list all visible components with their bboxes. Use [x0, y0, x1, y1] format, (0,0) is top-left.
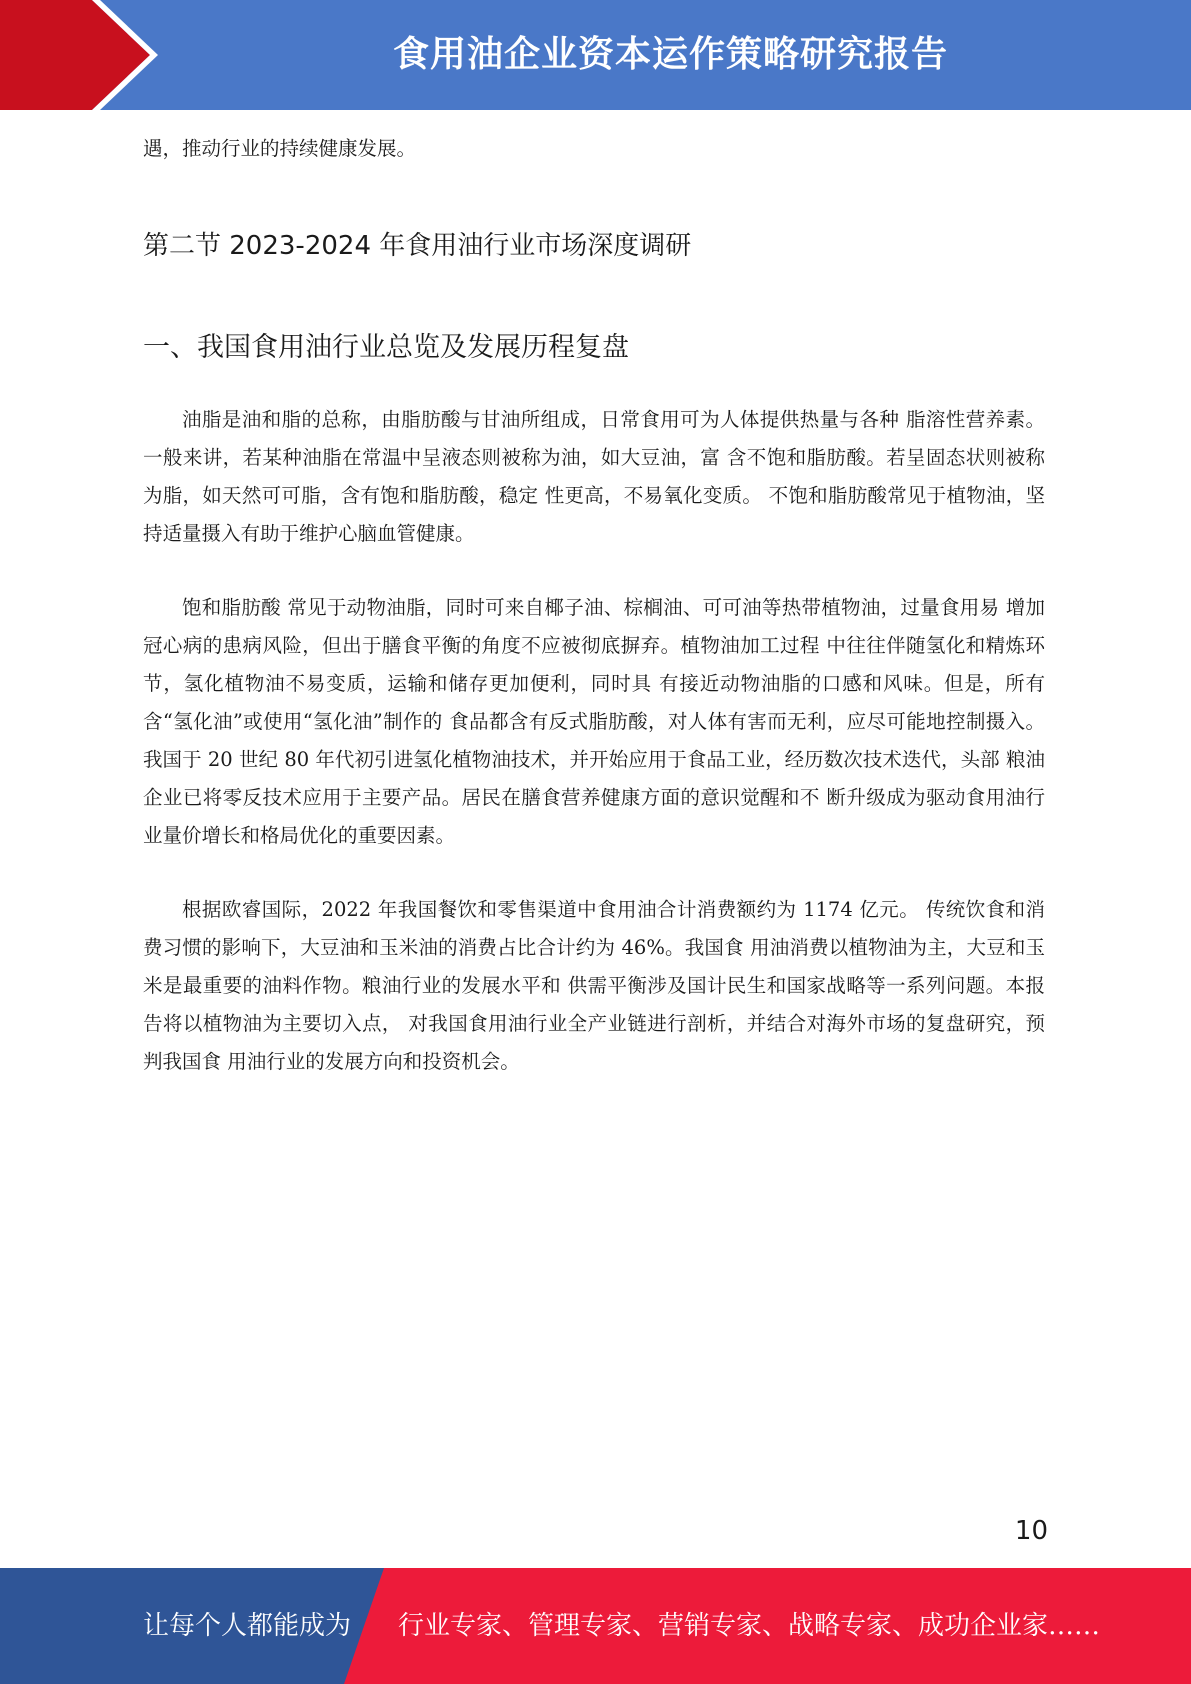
page-number: 10 [1014, 1516, 1048, 1546]
report-title: 食用油企业资本运作策略研究报告 [392, 34, 948, 75]
body-paragraph-2: 饱和脂肪酸 常见于动物油脂，同时可来自椰子油、棕榈油、可可油等热带植物油，过量食用易 增加冠心病的患病风险，但出于膳食平衡的角度不应被彻底摒弃。植物油加工过程 中往往伴随氢化和精炼环节，氢化植物油不易变质，运输和储存更加便利，同时具 有接近动物油脂的口感和风味。但是，所有含“氢化油”或使用“氢化油”制作的 食品都含有反式脂肪酸，对人体有害而无利，应尽可能地控制摄入。我国于 20 世纪 80 年代初引进氢化植物油技术，并开始应用于食品工业，经历数次技术迭代，头部 粮油企业已将零反技术应用于主要产品。居民在膳食营养健康方面的意识觉醒和不 断升级成为驱动食用油行业量价增长和格局优化的重要因素。 [143, 596, 1045, 847]
body-paragraph-1: 油脂是油和脂的总称，由脂肪酸与甘油所组成，日常食用可为人体提供热量与各种 脂溶性营养素。一般来讲，若某种油脂在常温中呈液态则被称为油，如大豆油，富 含不饱和脂肪酸。若呈固态状则被称为脂，如天然可可脂，含有饱和脂肪酸，稳定 性更高，不易氧化变质。 不饱和脂肪酸常见于植物油，坚持适量摄入有助于维护心脑血管健康。 [143, 408, 1045, 545]
body-paragraph-3: 根据欧睿国际，2022 年我国餐饮和零售渠道中食用油合计消费额约为 1174 亿元。 传统饮食和消费习惯的影响下，大豆油和玉米油的消费占比合计约为 46%。我国食 用油消费以植物油为主，大豆和玉米是最重要的油料作物。粮油行业的发展水平和 供需平衡涉及国计民生和国家战略等一系列问题。本报告将以植物油为主要切入点， 对我国食用油行业全产业链进行剖析，并结合对海外市场的复盘研究，预判我国食 用油行业的发展方向和投资机会。 [143, 898, 1045, 1073]
section-heading: 第二节 2023-2024 年食用油行业市场深度调研 [143, 231, 692, 261]
subsection-heading: 一、我国食用油行业总览及发展历程复盘 [143, 332, 629, 363]
page-content [143, 130, 1045, 1081]
footer-slogan-left: 让每个人都能成为 [143, 1611, 352, 1641]
page-header [0, 0, 1191, 110]
continuation-text: 遇，推动行业的持续健康发展。 [143, 137, 417, 160]
footer-slogan-right: 行业专家、管理专家、营销专家、战略专家、成功企业家…… [398, 1611, 1101, 1641]
page-footer [0, 1568, 1191, 1684]
